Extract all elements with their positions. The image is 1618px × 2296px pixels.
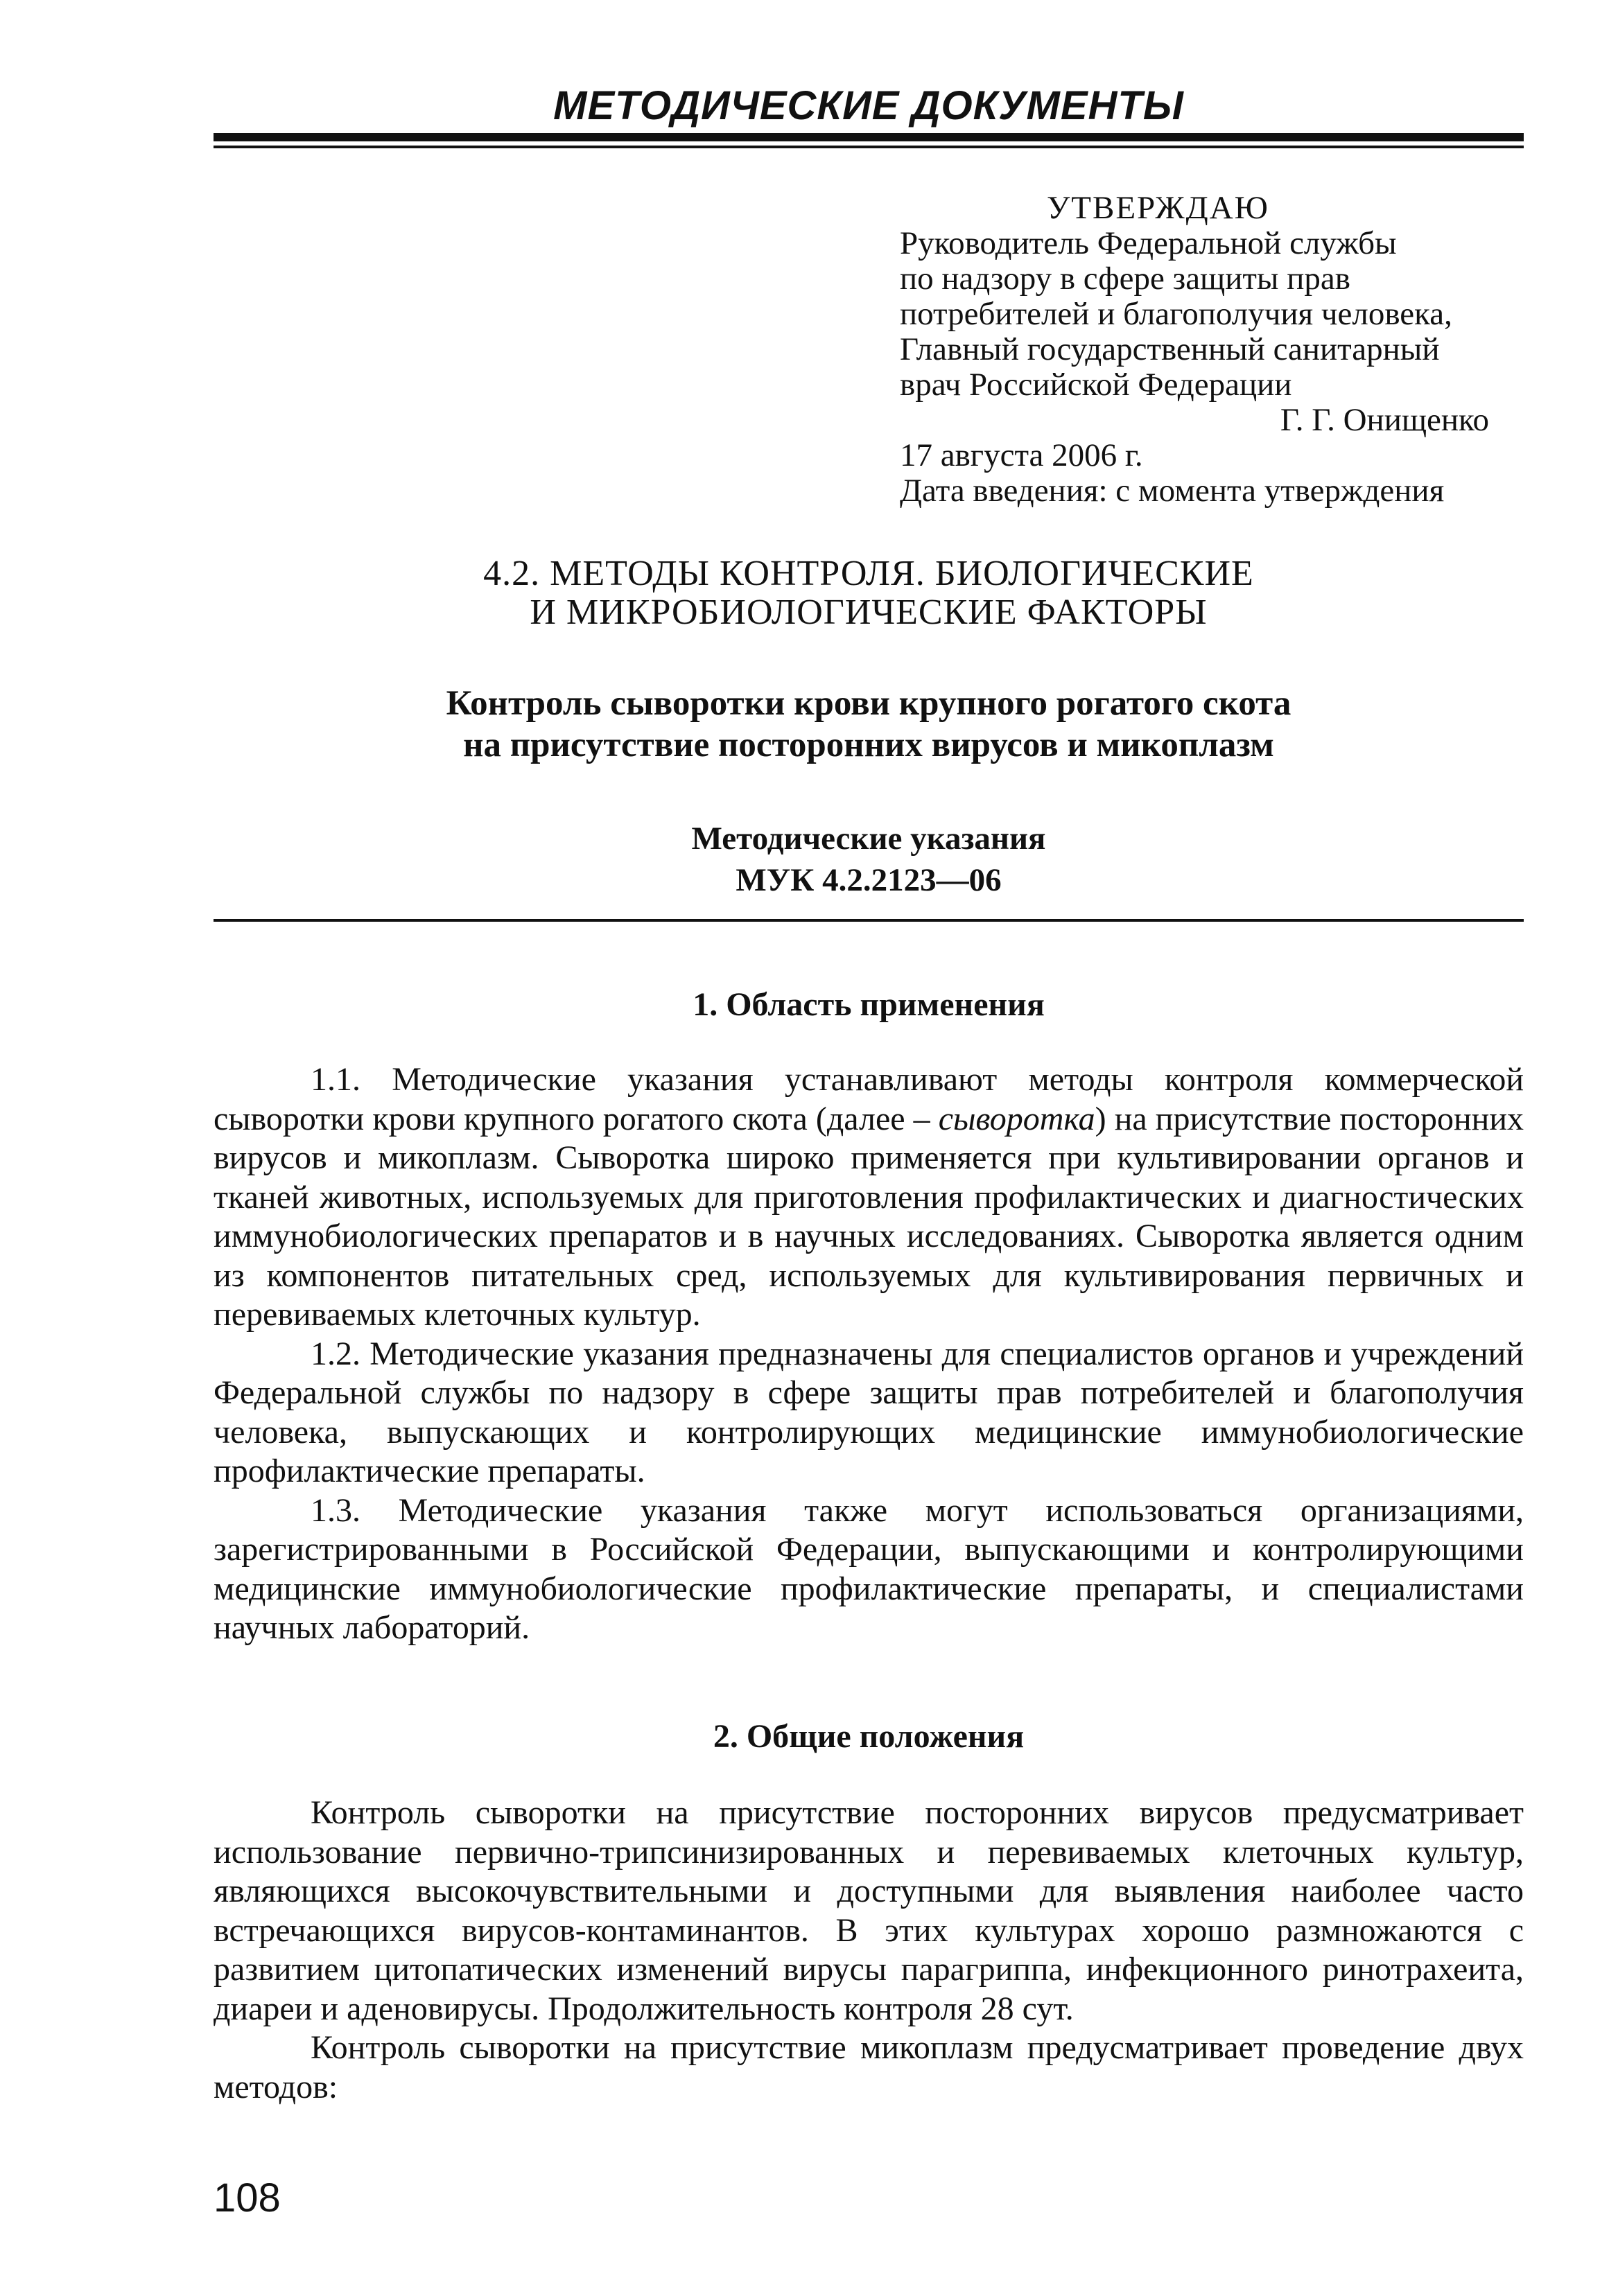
paragraph-1-2: 1.2. Методические указания предназначены для специалистов органов и учреждений Федеральной службы по надзору в сфере защиты прав потребителей и благополучия человека, выпускающих и контролирующих медицинские иммунобиологические профилактические препараты. <box>214 1335 1524 1489</box>
section-label-line-2: И МИКРОБИОЛОГИЧЕСКИЕ ФАКТОРЫ <box>530 593 1208 632</box>
subtitle-rule <box>214 919 1524 922</box>
paragraph-1-1-italic-term: сыворотка <box>938 1100 1095 1137</box>
document-subtitle-line-1: Методические указания <box>691 821 1046 857</box>
running-header: МЕТОДИЧЕСКИЕ ДОКУМЕНТЫ <box>553 83 1184 128</box>
approval-title: УТВЕРЖДАЮ <box>1047 190 1269 226</box>
approval-line-5: врач Российской Федерации <box>900 367 1292 403</box>
document-code: МУК 4.2.2123—06 <box>736 862 1002 898</box>
section-2-heading: 2. Общие положения <box>713 1718 1025 1755</box>
paragraph-1-1-end: ) на присутствие посторонних вирусов и микоплазм. Сыворотка широко применяется при культивировании органов и тканей животных, используемых для приготовления профилактических и диагностических иммунобиологических препаратов и в научных исследованиях. Сыворотка является одним из компонентов питательных сред, используемых для культивирования первичных и перевиваемых клеточных культур. <box>214 1100 1524 1333</box>
approval-line-2: по надзору в сфере защиты прав <box>900 261 1350 297</box>
header-rule-thick <box>214 133 1524 141</box>
section-label-line-1: 4.2. МЕТОДЫ КОНТРОЛЯ. БИОЛОГИЧЕСКИЕ <box>483 554 1254 593</box>
approval-signatory: Г. Г. Онищенко <box>1280 402 1489 438</box>
approval-date: 17 августа 2006 г. <box>900 437 1143 473</box>
document-title-line-2: на присутствие посторонних вирусов и микоплазм <box>463 726 1274 764</box>
approval-line-1: Руководитель Федеральной службы <box>900 225 1397 261</box>
paragraph-1-1-start: 1.1. Методические указания устанавливают методы контроля коммерческой сыворотки крови крупного рогатого скота (далее – <box>214 1061 1524 1137</box>
approval-effective-date: Дата введения: с момента утверждения <box>900 473 1445 509</box>
document-subtitle <box>214 818 1524 901</box>
paragraph-1-3: 1.3. Методические указания также могут использоваться организациями, зарегистрированными в Российской Федерации, выпускающими и контролирующими медицинские иммунобиологические профилактические препараты, и специалистами научных лабораторий. <box>214 1491 1524 1646</box>
section-2-body <box>214 1794 1524 2107</box>
section-1-body <box>214 1060 1524 1648</box>
header-rule-thin <box>214 146 1524 148</box>
paragraph-2-1: Контроль сыворотки на присутствие посторонних вирусов предусматривает использование первично-трипсинизированных и перевиваемых клеточных культур, являющихся высокочувствительными и доступными для выявления наиболее часто встречающихся вирусов-контаминантов. В этих культурах хорошо размножаются с развитием цитопатических изменений вирусы парагриппа, инфекционного ринотрахеита, диареи и аденовирусы. Продолжительность контроля 28 сут. <box>214 1794 1524 2027</box>
section-1-heading: 1. Область применения <box>693 986 1045 1023</box>
approval-line-4: Главный государственный санитарный <box>900 331 1440 367</box>
section-label <box>214 554 1524 632</box>
document-title <box>214 683 1524 766</box>
document-title-line-1: Контроль сыворотки крови крупного рогатого скота <box>446 684 1291 723</box>
paragraph-2-2: Контроль сыворотки на присутствие микоплазм предусматривает проведение двух методов: <box>214 2029 1524 2105</box>
approval-line-3: потребителей и благополучия человека, <box>900 296 1452 332</box>
page-number: 108 <box>214 2175 281 2220</box>
approval-block <box>900 191 1524 509</box>
paragraph-1-1 <box>214 1060 1524 1335</box>
